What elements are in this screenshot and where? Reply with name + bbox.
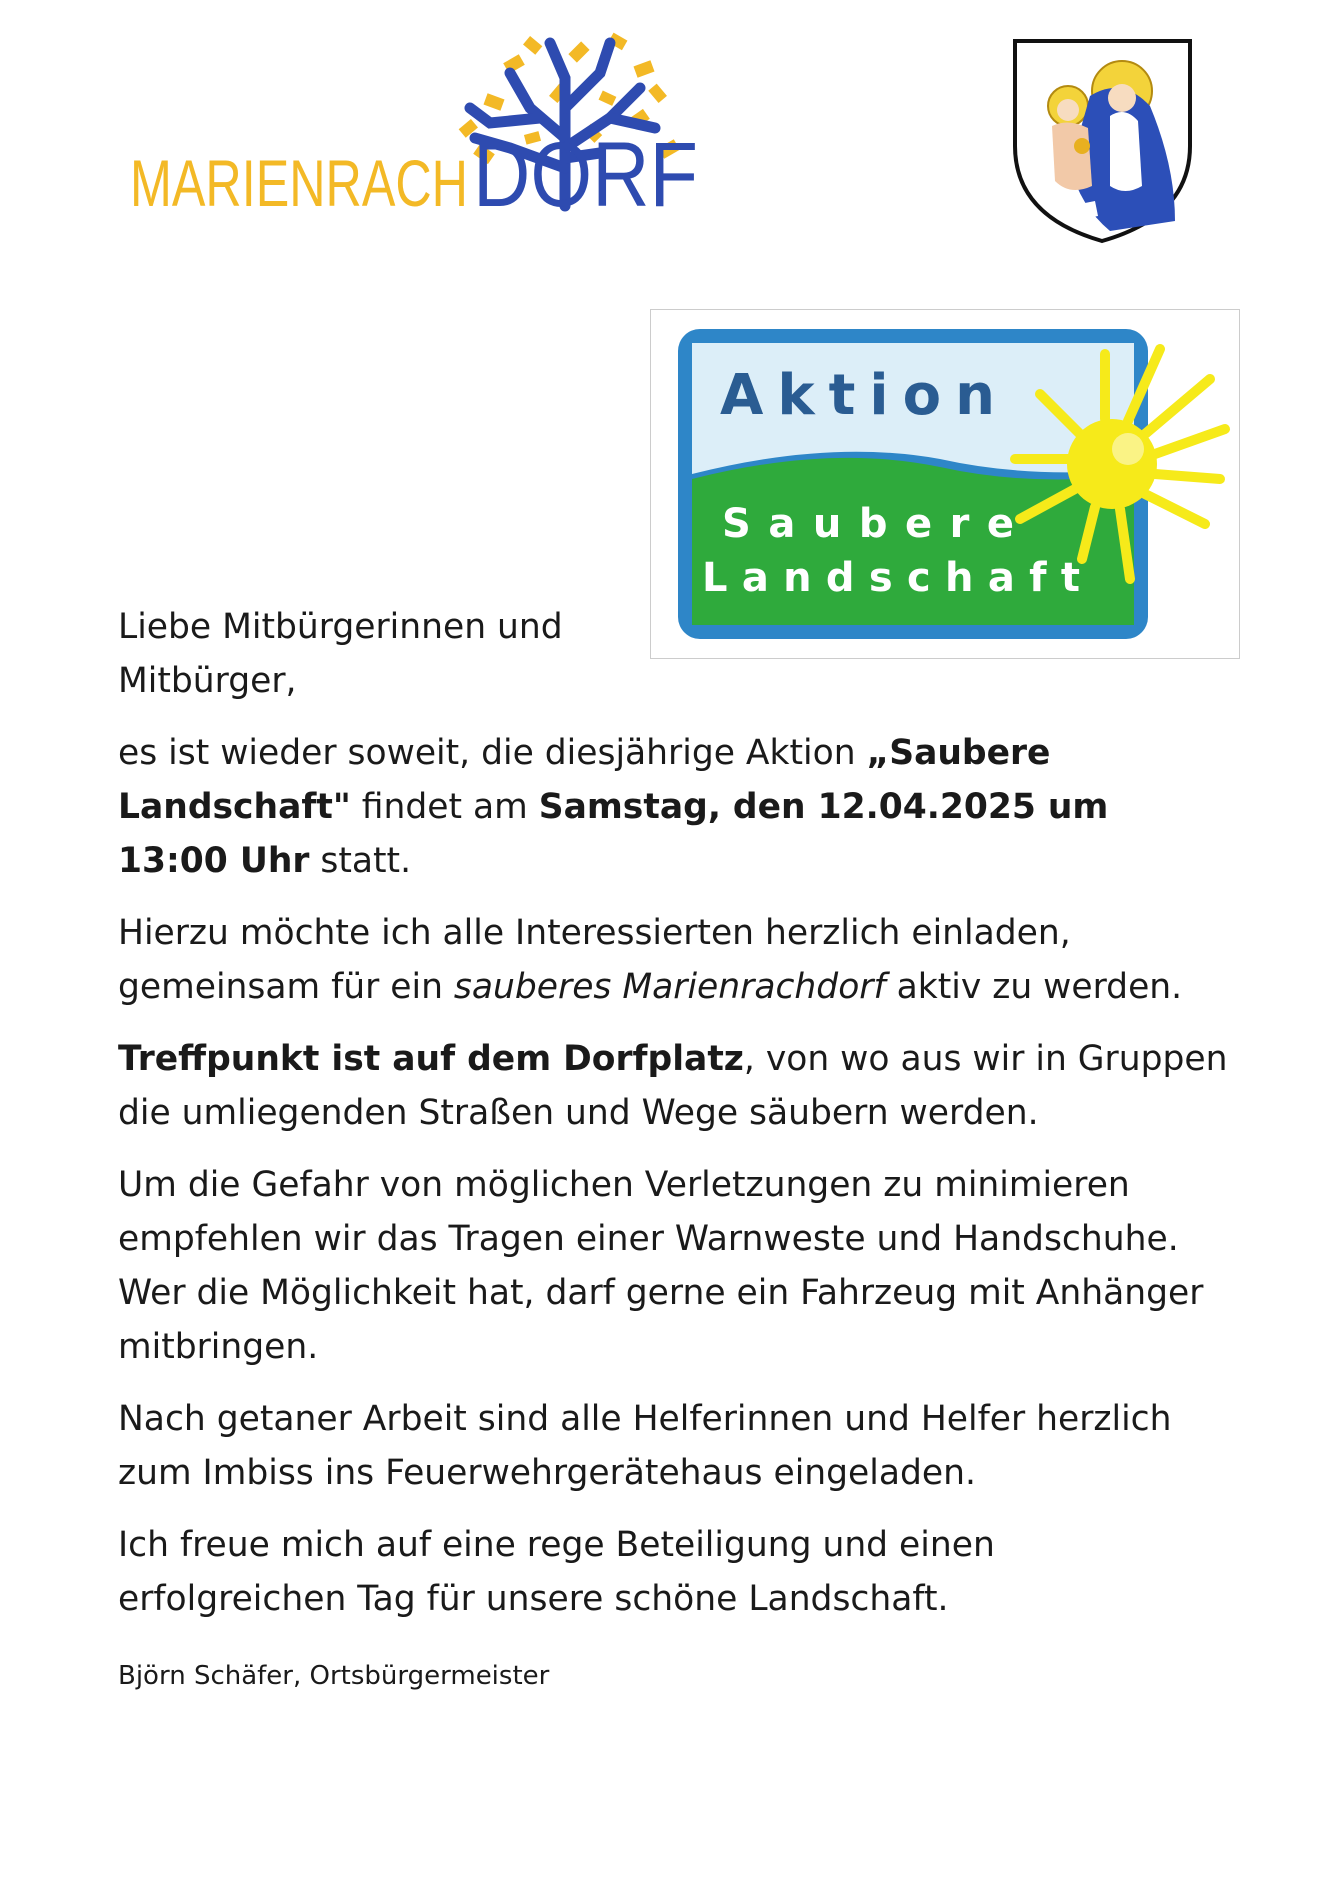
logo-text-dorf: DORF bbox=[473, 124, 698, 226]
campaign-word-landschaft: Landschaft bbox=[702, 555, 1080, 601]
letter-body bbox=[118, 600, 1228, 1644]
meeting-point: Treffpunkt ist auf dem Dorfplatz bbox=[118, 1039, 744, 1079]
coat-of-arms bbox=[1010, 36, 1195, 246]
invitation-emphasis: sauberes Marienrachdorf bbox=[453, 967, 886, 1007]
signature: Björn Schäfer, Ortsbürgermeister bbox=[118, 1661, 550, 1691]
campaign-word-aktion: Aktion bbox=[720, 363, 995, 428]
paragraph-snack: Nach getaner Arbeit sind alle Helferinnen und Helfer herzlich zum Imbiss ins Feuerwehrgerätehaus eingeladen. bbox=[118, 1399, 1172, 1493]
paragraph-invitation bbox=[118, 906, 1228, 1014]
announcement-mid: findet am bbox=[350, 787, 539, 827]
madonna-coat-of-arms-icon bbox=[1010, 36, 1195, 246]
village-logo bbox=[130, 18, 830, 248]
logo-text-marienrach: MARIENRACH bbox=[130, 146, 468, 220]
invitation-start: Hierzu möchte ich alle Interessierten herzlich einladen, gemeinsam für ein bbox=[118, 913, 1071, 1007]
paragraph-announcement bbox=[118, 726, 1228, 888]
campaign-word-saubere: Saubere bbox=[722, 501, 1014, 547]
tree-logo-icon bbox=[130, 18, 830, 248]
announcement-intro: es ist wieder soweit, die diesjährige Aktion bbox=[118, 733, 867, 773]
paragraph-meeting-point bbox=[118, 1032, 1228, 1140]
event-datetime: Samstag, den 12.04.2025 um 13:00 Uhr bbox=[118, 787, 1109, 881]
announcement-end: statt. bbox=[309, 841, 412, 881]
paragraph-safety: Um die Gefahr von möglichen Verletzungen zu minimieren empfehlen wir das Tragen einer Warnweste und Handschuhe. Wer die Möglichkeit hat, darf gerne ein Fahrzeug mit Anhänger mitbringen. bbox=[118, 1165, 1204, 1367]
paragraph-closing: Ich freue mich auf eine rege Beteiligung und einen erfolgreichen Tag für unsere schöne Landschaft. bbox=[118, 1525, 995, 1619]
greeting: Liebe Mitbürgerinnen und Mitbürger, bbox=[118, 607, 563, 701]
invitation-end: aktiv zu werden. bbox=[885, 967, 1183, 1007]
campaign-name: „Saubere Landschaft" bbox=[118, 733, 1051, 827]
meeting-point-details: , von wo aus wir in Gruppen die umliegenden Straßen und Wege säubern werden. bbox=[118, 1039, 1228, 1133]
